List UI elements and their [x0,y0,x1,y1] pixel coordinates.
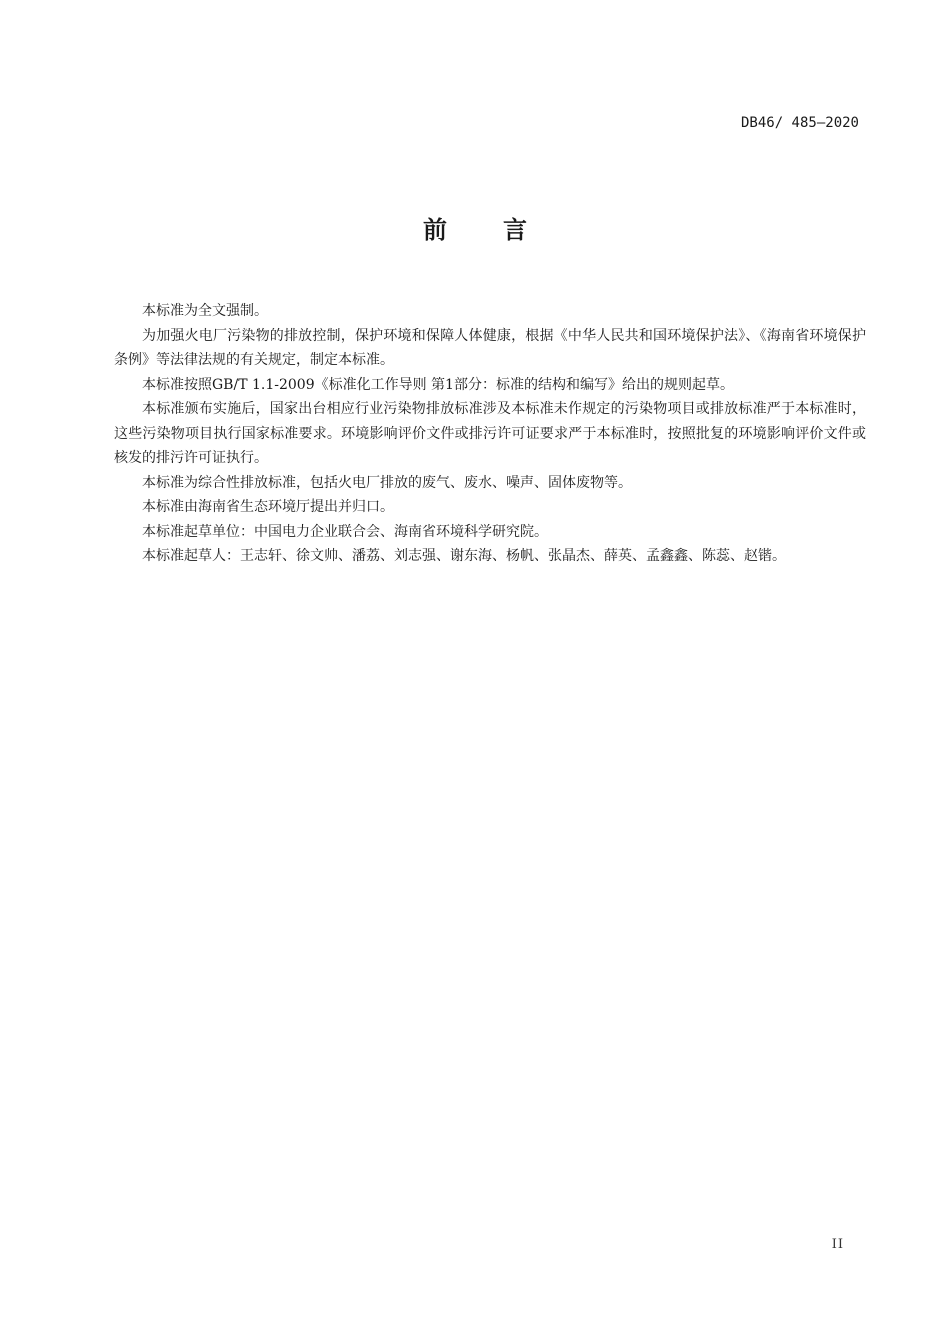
paragraph-drafting-rules: 本标准按照GB/T 1.1-2009《标准化工作导则 第1部分：标准的结构和编写》给出的规则起草。 [142,376,734,393]
paragraph-scope: 本标准为综合性排放标准，包括火电厂排放的废气、废水、噪声、固体废物等。 [142,474,632,491]
foreword-body [114,299,866,569]
document-code: DB46/ 485—2020 [740,115,859,131]
paragraph-national-standards: 本标准颁布实施后，国家出台相应行业污染物排放标准涉及本标准未作规定的污染物项目或排放标准严于本标准时，这些污染物项目执行国家标准要求。环境影响评价文件或排污许可证要求严于本标准时，按照批复的环境影响评价文件或核发的排污许可证执行。 [114,401,866,466]
paragraph-drafting-units: 本标准起草单位：中国电力企业联合会、海南省环境科学研究院。 [142,523,548,540]
page-title: 前言 [423,216,583,244]
paragraph-proposer: 本标准由海南省生态环境厅提出并归口。 [142,499,394,515]
paragraph-drafters: 本标准起草人：王志轩、徐文帅、潘荔、刘志强、谢东海、杨帆、张晶杰、薛英、孟鑫鑫、陈蕊、赵锴。 [142,548,786,564]
paragraph-mandatory: 本标准为全文强制。 [142,303,268,319]
page-number: II [831,1237,844,1252]
paragraph-purpose: 为加强火电厂污染物的排放控制，保护环境和保障人体健康，根据《中华人民共和国环境保护法》、《海南省环境保护条例》等法律法规的有关规定，制定本标准。 [114,327,866,368]
